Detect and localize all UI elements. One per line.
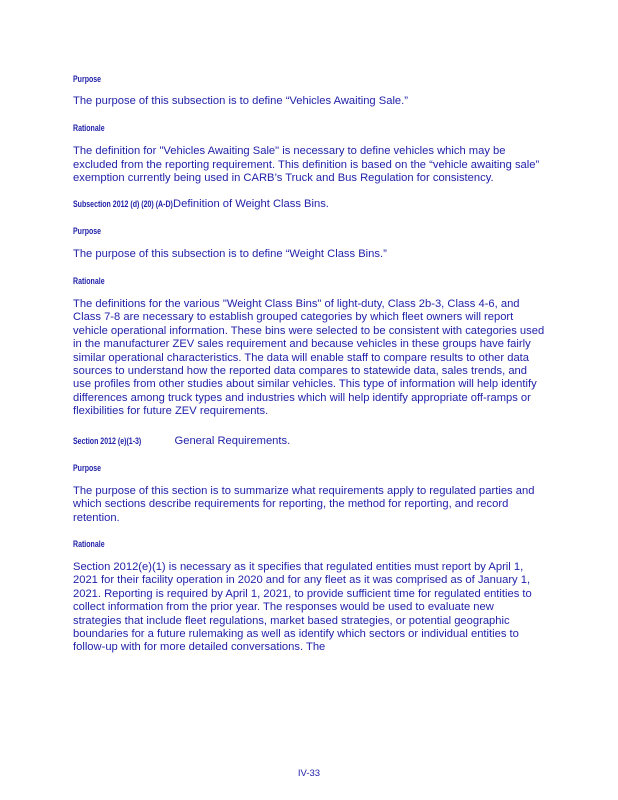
- heading-purpose: Purpose: [73, 225, 102, 236]
- section-code: Section 2012 (e)(1-3): [73, 435, 142, 446]
- heading-rationale: Rationale: [73, 538, 105, 549]
- section-title: General Requirements.: [174, 434, 291, 447]
- heading-purpose: Purpose: [73, 462, 102, 473]
- paragraph-purpose: The purpose of this section is to summarize what requirements apply to regulated parties and which sections describe requirements for reporting, the method for reporting, and record retention.: [73, 484, 535, 524]
- paragraph-rationale: The definition for "Vehicles Awaiting Sale" is necessary to define vehicles which may be excluded from the reporting requirement. This definition is based on the “vehicle awaiting sale” exemption currently being used in CARB’s Truck and Bus Regulation for consistency.: [73, 145, 540, 185]
- paragraph-rationale: The definitions for the various "Weight Class Bins" of light-duty, Class 2b-3, Class 4-6, and Class 7-8 are necessary to establish grouped categories by which fleet owners will report vehicle operational information. These bins were selected to be consistent with categories used in the manufacturer ZEV sales requirement and because vehicles in these groups have fairly similar operational characteristics. The data will enable staff to compare results to other data sources to understand how the reported data compares to statewide data, sales trends, and use profiles from other studies about similar vehicles. This type of information will help identify differences among truck types and industries which will help identify appropriate off-ramps or flexibilities for future ZEV requirements.: [73, 298, 545, 418]
- heading-rationale: Rationale: [73, 276, 105, 287]
- paragraph-purpose: The purpose of this subsection is to define “Weight Class Bins.”: [73, 247, 387, 260]
- paragraph-purpose: The purpose of this subsection is to define “Vehicles Awaiting Sale.”: [73, 95, 408, 107]
- subsection-heading: [73, 198, 545, 210]
- page-number: IV-33: [297, 768, 321, 779]
- heading-rationale: Rationale: [73, 123, 105, 134]
- subsection-title: Definition of Weight Class Bins.: [173, 197, 329, 210]
- section-heading: [73, 435, 545, 447]
- subsection-code: Subsection 2012 (d) (20) (A-D): [73, 198, 173, 209]
- paragraph-rationale: Section 2012(e)(1) is necessary as it specifies that regulated entities must report by April 1, 2021 for their facility operation in 2020 and for any fleet as it was comprised as of January 1, 2021. Reporting is required by April 1, 2021, to provide sufficient time for regulated entities to collect information from the prior year. The responses would be used to evaluate new strategies that include fleet regulations, market based strategies, or potential geographic boundaries for a future rulemaking as well as identify which sectors or individual entities to follow-up with for more detailed conversations. The: [73, 560, 532, 654]
- heading-purpose: Purpose: [73, 74, 102, 84]
- document-body: [73, 72, 545, 655]
